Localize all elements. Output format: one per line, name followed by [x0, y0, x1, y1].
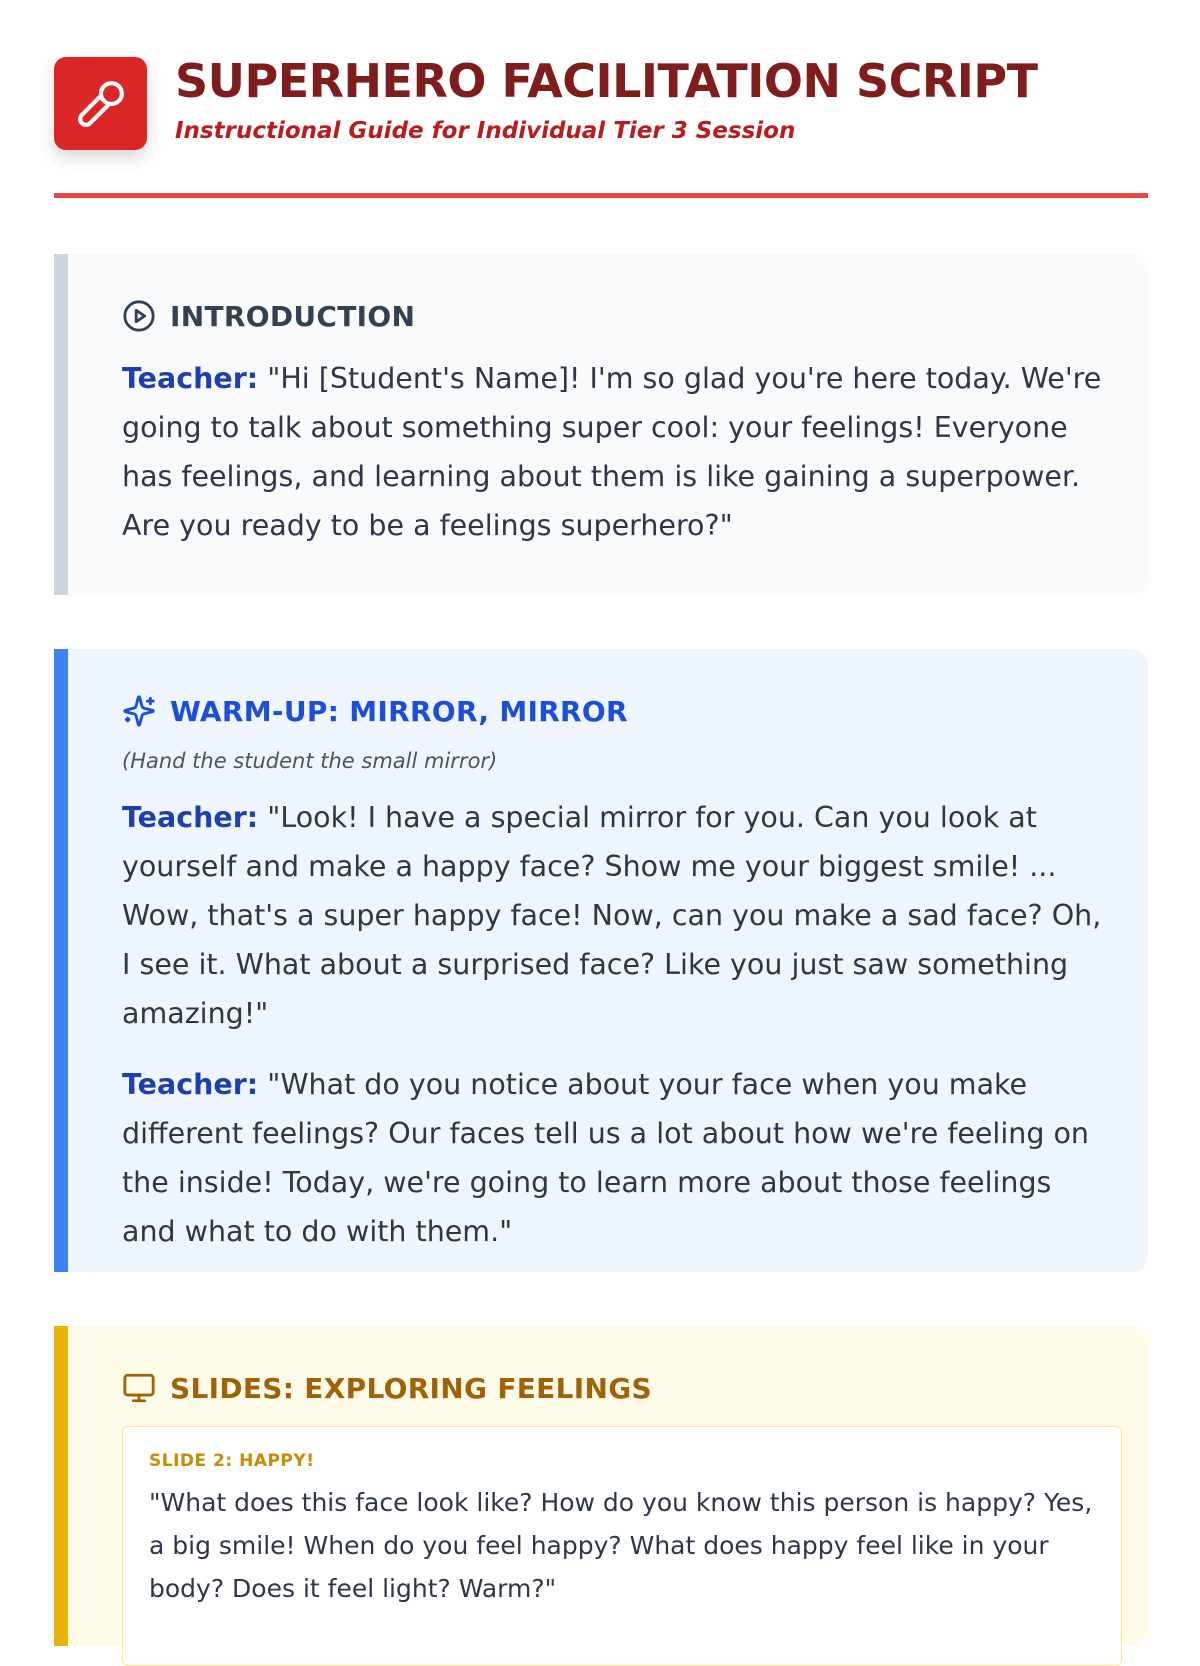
- slides-section: [54, 1326, 1148, 1646]
- dialogue-text: "Look! I have a special mirror for you. Can you look at yourself and make a happy face? Show me your biggest smile! ... Wow, that's a super happy face! Now, can you make a sad face? Oh, I see it. What about a surprised face? Like you just saw something amazing!": [122, 801, 1102, 1030]
- introduction-heading: [122, 296, 1108, 336]
- speaker-label: Teacher:: [122, 1068, 259, 1101]
- page-header: [54, 0, 1148, 200]
- play-circle-icon: [122, 299, 156, 333]
- slides-title: SLIDES: EXPLORING FEELINGS: [170, 1371, 652, 1405]
- warmup-dialogue-1: [122, 793, 1108, 1038]
- stage-direction: (Hand the student the small mirror): [122, 749, 498, 773]
- introduction-section: [54, 254, 1148, 595]
- introduction-title: INTRODUCTION: [170, 299, 416, 333]
- slide-prompt: "What does this face look like? How do you know this person is happy? Yes, a big smile! When do you feel happy? What does happy feel like in your body? Does it feel light? Warm?": [149, 1488, 1093, 1603]
- warmup-heading: [122, 691, 1108, 731]
- dialogue-text: "What do you notice about your face when you make different feelings? Our faces tell us a lot about how we're feeling on the inside! Today, we're going to learn more about those feelings and what to do with them.": [122, 1068, 1089, 1248]
- monitor-icon: [122, 1371, 156, 1405]
- warmup-dialogue-2: [122, 1060, 1108, 1256]
- speaker-label: Teacher:: [122, 801, 259, 834]
- warmup-section: [54, 649, 1148, 1272]
- warmup-title: WARM-UP: MIRROR, MIRROR: [170, 694, 628, 728]
- page-subtitle: Instructional Guide for Individual Tier 3 Session: [175, 118, 796, 144]
- header-divider: [54, 193, 1148, 198]
- slides-heading: [122, 1368, 1108, 1408]
- slide-card: [122, 1426, 1122, 1666]
- microphone-icon: [54, 57, 147, 150]
- sparkles-icon: [122, 694, 156, 728]
- dialogue-text: "Hi [Student's Name]! I'm so glad you're here today. We're going to talk about something super cool: your feelings! Everyone has feelings, and learning about them is like gaining a superpower. Are you ready to be a feelings superhero?": [122, 362, 1102, 542]
- introduction-dialogue: [122, 354, 1108, 550]
- script-page: [54, 0, 1148, 1603]
- page-title: SUPERHERO FACILITATION SCRIPT: [175, 54, 1038, 108]
- slide-label: SLIDE 2: HAPPY!: [149, 1451, 315, 1471]
- speaker-label: Teacher:: [122, 362, 259, 395]
